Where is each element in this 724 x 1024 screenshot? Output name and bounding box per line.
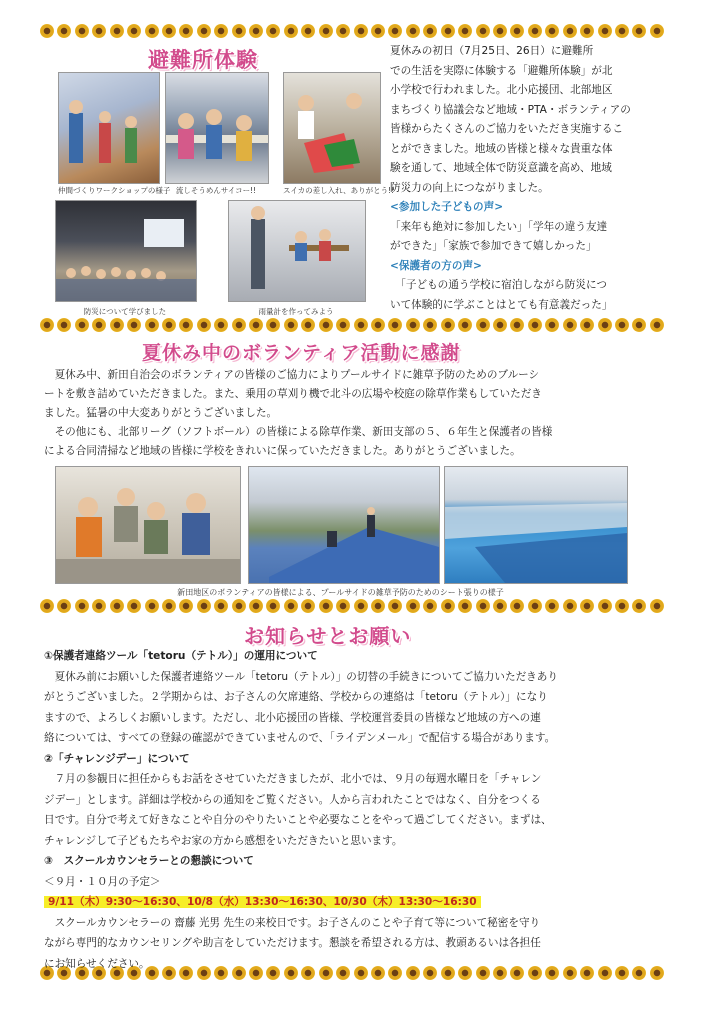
sunflower-icon (127, 24, 141, 38)
sunflower-icon (406, 599, 420, 613)
photo-pool (444, 466, 628, 584)
sunflower-icon (284, 24, 298, 38)
sunflower-icon (632, 24, 646, 38)
section-title-notices: お知らせとお願い (244, 624, 412, 648)
sunflower-border-lower (40, 599, 664, 615)
sunflower-icon (388, 318, 402, 332)
sunflower-icon (632, 318, 646, 332)
sunflower-icon (127, 599, 141, 613)
sunflower-icon (301, 24, 315, 38)
sunflower-icon (57, 318, 71, 332)
sunflower-icon (476, 318, 490, 332)
sunflower-icon (319, 599, 333, 613)
caption-workshop: 仲間づくりワークショップの様子 (58, 186, 171, 195)
sunflower-icon (162, 24, 176, 38)
sunflower-icon (179, 318, 193, 332)
sunflower-icon (615, 24, 629, 38)
notice-heading-tetoru: ①保護者連絡ツール「tetoru（テトル）」の運用について (44, 650, 318, 662)
sunflower-icon (493, 24, 507, 38)
sunflower-icon (92, 318, 106, 332)
photo-volunteers-group (55, 466, 241, 584)
sunflower-icon (388, 599, 402, 613)
sunflower-icon (510, 24, 524, 38)
sunflower-icon (563, 599, 577, 613)
sunflower-icon (197, 24, 211, 38)
sunflower-icon (476, 24, 490, 38)
sunflower-icon (319, 318, 333, 332)
counselor-schedule-highlight: 9/11（木）9:30～16:30、10/8（水）13:30～16:30、10/30（木）13:30～16:30 (44, 896, 481, 908)
sunflower-icon (249, 599, 263, 613)
sunflower-icon (232, 24, 246, 38)
sunflower-icon (545, 599, 559, 613)
sunflower-icon (197, 318, 211, 332)
sunflower-icon (580, 24, 594, 38)
sunflower-icon (406, 318, 420, 332)
sunflower-icon (162, 318, 176, 332)
sunflower-icon (598, 599, 612, 613)
photo-watermelon (283, 72, 381, 184)
sunflower-icon (179, 24, 193, 38)
sunflower-icon (40, 24, 54, 38)
sunflower-icon (423, 318, 437, 332)
sunflower-icon (493, 599, 507, 613)
children-voice-heading: <参加した子どもの声> (390, 201, 504, 213)
volunteer-paragraph: 夏休み中、新田自治会のボランティアの皆様のご協力によりプールサイドに雑草予防のためのブルーシ ートを敷き詰めていただきました。また、乗用の草刈り機で北斗の広場や校庭の除草作業もしていただき ました。猛暑の中大変ありがとうございました。 その他にも、北部リーグ（ソフトボール）の皆様による除草作業、新田支部の５、６年生と保護者の皆様 による合同清掃など地域の皆様に学校をきれいに保っていただきました。ありがとうございました。 (44, 369, 553, 457)
sunflower-icon (371, 318, 385, 332)
sunflower-icon (458, 24, 472, 38)
sunflower-icon (214, 318, 228, 332)
sunflower-icon (493, 318, 507, 332)
sunflower-icon (650, 24, 664, 38)
photo-rain-gauge (228, 200, 366, 302)
sunflower-icon (57, 24, 71, 38)
sunflower-icon (441, 318, 455, 332)
sunflower-icon (92, 24, 106, 38)
parents-voice-heading: <保護者の方の声> (390, 259, 482, 272)
sunflower-icon (423, 599, 437, 613)
sunflower-icon (528, 318, 542, 332)
sunflower-icon (563, 24, 577, 38)
sunflower-icon (57, 599, 71, 613)
sunflower-icon (127, 318, 141, 332)
sunflower-icon (388, 24, 402, 38)
sunflower-icon (632, 599, 646, 613)
sunflower-icon (510, 318, 524, 332)
sunflower-icon (528, 24, 542, 38)
sunflower-icon (563, 318, 577, 332)
sunflower-icon (510, 599, 524, 613)
photo-nagashi-somen (165, 72, 269, 184)
sunflower-icon (615, 318, 629, 332)
sunflower-icon (580, 599, 594, 613)
sunflower-icon (580, 318, 594, 332)
sunflower-icon (145, 24, 159, 38)
sunflower-icon (545, 24, 559, 38)
sunflower-icon (75, 24, 89, 38)
sunflower-border-top (40, 24, 664, 40)
sunflower-icon (40, 318, 54, 332)
notices-body: ①保護者連絡ツール「tetoru（テトル）」の運用について 夏休み前にお願いした保護者連絡ツール「tetoru（テトル）」の切替の手続きについてご協力いただきあり がとうございました。２学期からは、お子さんの欠席連絡、学校からの連絡は「tetoru（テトル）」になり ますので、よろしくお願いします。ただし、北小応援団の皆様、学校運営委員の皆様など地域の方への連 絡については、すべての登録の確認ができていませんので、「ライデンメール」で配信する場合があります。 ②「チャレンジデー」について ７月の参観日に担任からもお話をさせていただきましたが、北小では、９月の毎週水曜日を「チャレン ジデー」とします。詳細は学校からの通知をご覧ください。人から言われたことではなく、自分をつくる 日です。自分で考えて好きなことや自分のやりたいことや必要なことをやって過ごしてください。まずは、 チャレンジして子どもたちやお家の方から感想をいただきたいと思います。 ③ スクールカウンセラーとの懇談について ＜９月・１０月の予定＞ 9/11（木）9:30～16:30、10/8（水）13:30～16:30、10/30（木）13:30～16:30 スクールカウンセラーの 齋藤 光男 先生の来校日です。お子さんのことや子育て等について秘密を守り ながら専門的なカウンセリングや助言をしていただけます。懇談を希望される方は、教頭あるいは各担任 にお知らせください。 (44, 646, 684, 974)
sunflower-icon (406, 24, 420, 38)
sunflower-icon (249, 318, 263, 332)
sunflower-icon (214, 599, 228, 613)
sunflower-icon (336, 599, 350, 613)
sunflower-icon (650, 318, 664, 332)
section-title-volunteer: 夏休み中のボランティア活動に感謝 (142, 342, 461, 364)
sunflower-icon (423, 24, 437, 38)
sunflower-icon (598, 318, 612, 332)
caption-disaster-lesson: 防災について学びました (83, 307, 167, 316)
sunflower-icon (458, 599, 472, 613)
sunflower-icon (145, 599, 159, 613)
sunflower-icon (110, 318, 124, 332)
sunflower-icon (354, 599, 368, 613)
sunflower-icon (545, 318, 559, 332)
sunflower-icon (232, 318, 246, 332)
sunflower-icon (92, 599, 106, 613)
sunflower-icon (214, 24, 228, 38)
sunflower-icon (249, 24, 263, 38)
sunflower-icon (615, 599, 629, 613)
sunflower-icon (354, 24, 368, 38)
notice-heading-counselor: ③ スクールカウンセラーとの懇談について (44, 855, 254, 867)
sunflower-icon (650, 599, 664, 613)
sunflower-icon (162, 599, 176, 613)
caption-watermelon: スイカの差し入れ、ありがとう!! (283, 186, 395, 195)
sunflower-icon (336, 318, 350, 332)
photo-disaster-lesson (55, 200, 197, 302)
caption-somen: 流しそうめんサイコー!! (175, 186, 257, 195)
sunflower-icon (441, 599, 455, 613)
photo-blue-sheet (248, 466, 440, 584)
sunflower-icon (476, 599, 490, 613)
sunflower-icon (528, 599, 542, 613)
caption-volunteer-photos: 新田地区のボランティアの皆様による、プールサイドの雑草予防のためのシート張りの様子 (177, 588, 504, 597)
notice-heading-challenge: ②「チャレンジデー」について (44, 752, 190, 765)
sunflower-icon (458, 318, 472, 332)
sunflower-icon (319, 24, 333, 38)
sunflower-icon (301, 599, 315, 613)
sunflower-icon (110, 599, 124, 613)
sunflower-icon (301, 318, 315, 332)
sunflower-icon (179, 599, 193, 613)
sunflower-icon (441, 24, 455, 38)
sunflower-icon (40, 599, 54, 613)
photo-workshop (58, 72, 160, 184)
sunflower-icon (75, 318, 89, 332)
sunflower-icon (284, 599, 298, 613)
sunflower-border-middle (40, 318, 664, 334)
sunflower-icon (197, 599, 211, 613)
sunflower-icon (371, 599, 385, 613)
sunflower-icon (232, 599, 246, 613)
evacuation-paragraph: 夏休みの初日（7月25日、26日）に避難所 での生活を実際に体験する「避難所体験」が北 小学校で行われました。北小応援団、北部地区 まちづくり協議会など地域・PTA・ボランティアの 皆様からたくさんのご協力をいただき実施するこ とができました。地域の皆様と様々な貴重な体 験を通して、地域全体で防災意識を高め、地域 防災力の向上につながりました。 <参加した子どもの声> 「来年も絶対に参加したい」「学年の違う友達 ができた」「家族で参加できて嬉しかった」 <保護者の方の声> 「子どもの通う学校に宿泊しながら防災につ いて体験的に学ぶことはとても有意義だった」 (390, 42, 690, 315)
sunflower-icon (266, 24, 280, 38)
sunflower-icon (354, 318, 368, 332)
sunflower-icon (75, 599, 89, 613)
sunflower-icon (145, 318, 159, 332)
sunflower-icon (284, 318, 298, 332)
sunflower-icon (266, 318, 280, 332)
caption-rain-gauge: 雨量計を作ってみよう (258, 307, 334, 316)
sunflower-icon (110, 24, 124, 38)
sunflower-icon (336, 24, 350, 38)
section-title-evacuation: 避難所体験 (148, 48, 258, 72)
sunflower-icon (598, 24, 612, 38)
sunflower-icon (266, 599, 280, 613)
sunflower-icon (371, 24, 385, 38)
